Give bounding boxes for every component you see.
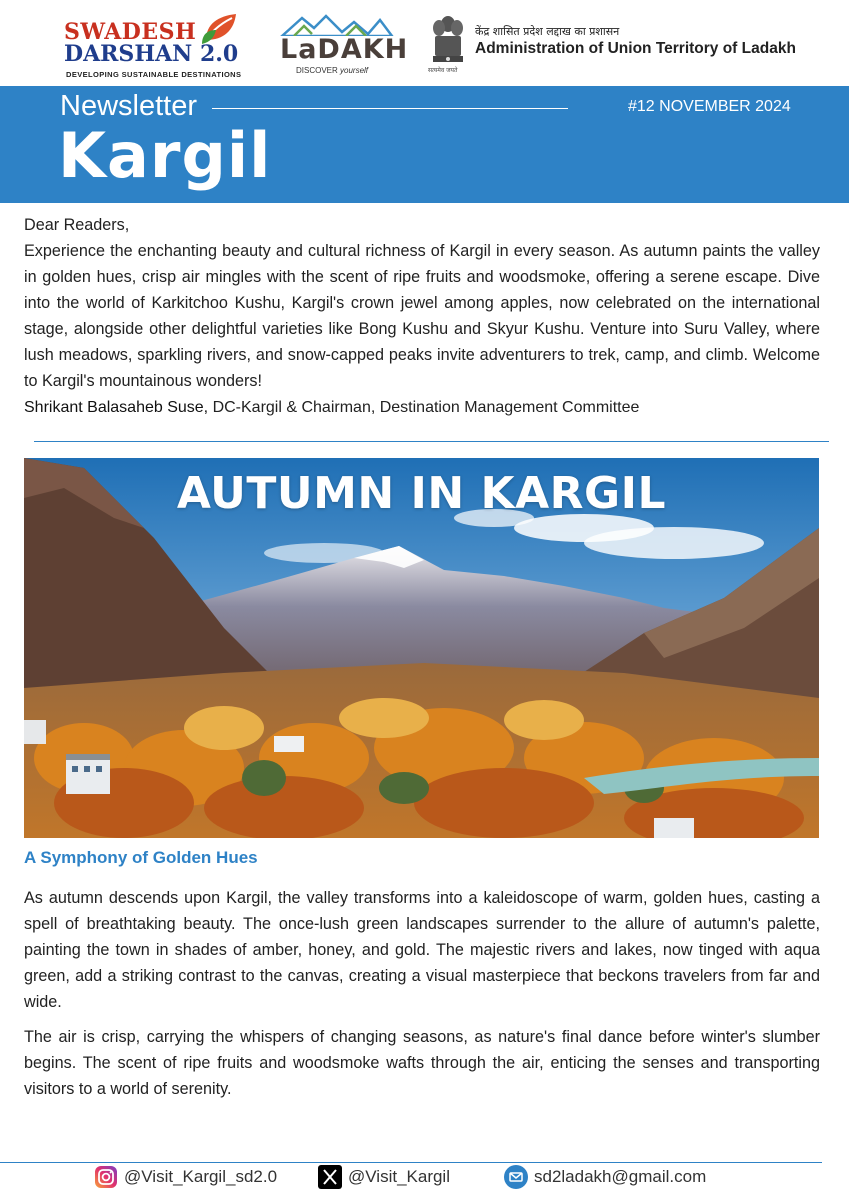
article-paragraph-2: The air is crisp, carrying the whispers of changing seasons, as nature's final dance before winter's slumber begins. The scent of ripe fruits and woodsmoke wafts through the air, enticing the senses and transporting visitors to a world of serenity. <box>24 1028 820 1098</box>
national-emblem-icon <box>430 14 466 74</box>
administration-hindi: केंद्र शासित प्रदेश लद्दाख का प्रशासन <box>475 25 620 38</box>
mountain-logo-icon <box>280 14 394 36</box>
banner-rule <box>212 108 568 109</box>
ladakh-logo-word: LaDAKH <box>280 34 409 65</box>
article-subheading: A Symphony of Golden Hues <box>24 848 258 867</box>
intro-body: Experience the enchanting beauty and cultural richness of Kargil in every season. As autumn paints the valley in golden hues, crisp air mingles with the scent of ripe fruits and woodsmoke, offering a serene escape. Dive into the world of Karkitchoo Kushu, Kargil's crown jewel among apples, now celebrated on the international stage, alongside other delightful varieties like Bong Kushu and Skyur Kushu. Venture into Suru Valley, where lush meadows, sparkling rivers, and snow-capped peaks invite adventurers to trek, camp, and climb. Welcome to Kargil's mountainous wonders! <box>24 242 820 390</box>
leaf-icon <box>200 10 240 46</box>
hero-title: AUTUMN IN KARGIL <box>176 468 667 519</box>
footer-divider <box>0 1162 822 1163</box>
article-paragraph-1: As autumn descends upon Kargil, the valley transforms into a kaleidoscope of warm, golden hues, casting a spell of breathtaking beauty. The once-lush green landscapes surrender to the allure of autumn's palette, painting the town in shades of amber, honey, and gold. The majestic rivers and lakes, now tinged with aqua green, add a striking contrast to the canvas, creating a visual masterpiece that beckons travelers from far and wide. <box>24 889 820 1011</box>
email-address[interactable]: sd2ladakh@gmail.com <box>534 1167 707 1186</box>
signature <box>24 399 639 417</box>
swadesh-logo-line1: SWADESH <box>64 19 197 45</box>
newsletter-label: Newsletter <box>60 90 197 122</box>
footer-email[interactable] <box>504 1164 706 1190</box>
x-handle[interactable]: @Visit_Kargil <box>348 1167 450 1186</box>
issue-date: #12 NOVEMBER 2024 <box>628 98 791 115</box>
signature-title: DC-Kargil & Chairman, Destination Management Committee <box>208 399 640 416</box>
newsletter-title: Kargil <box>58 119 272 192</box>
ladakh-logo-tagline: DISCOVER yourself <box>296 66 369 75</box>
email-icon <box>504 1165 528 1189</box>
x-icon <box>318 1165 342 1189</box>
instagram-icon <box>94 1165 118 1189</box>
swadesh-logo-tagline: DEVELOPING SUSTAINABLE DESTINATIONS <box>66 70 242 79</box>
logo-header <box>0 0 849 86</box>
section-divider <box>34 441 829 442</box>
footer-x[interactable] <box>318 1164 450 1190</box>
emblem-caption: सत्यमेव जयते <box>428 67 458 74</box>
swadesh-darshan-logo <box>62 12 240 82</box>
instagram-handle[interactable]: @Visit_Kargil_sd2.0 <box>124 1167 278 1186</box>
newsletter-banner <box>0 86 849 203</box>
ladakh-logo <box>278 14 409 76</box>
hero-image <box>24 458 819 838</box>
greeting: Dear Readers, <box>24 216 130 234</box>
administration-english: Administration of Union Territory of Ladakh <box>475 40 796 57</box>
signature-name: Shrikant Balasaheb Suse, <box>24 399 209 416</box>
footer-instagram[interactable] <box>94 1164 277 1190</box>
swadesh-logo-line2: DARSHAN 2.0 <box>64 41 239 67</box>
intro-letter <box>24 212 820 394</box>
